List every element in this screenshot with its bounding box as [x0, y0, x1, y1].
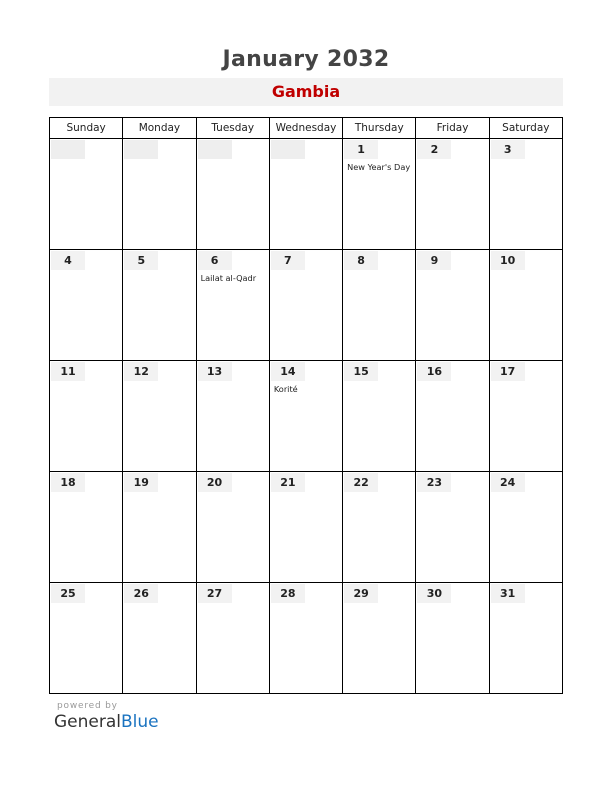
week-row	[50, 250, 563, 361]
empty-day-cell	[50, 139, 123, 250]
calendar-table	[49, 117, 563, 694]
generalblue-logo[interactable]	[54, 712, 159, 732]
empty-day-marker	[271, 140, 305, 159]
weekday-monday: Monday	[123, 118, 196, 139]
day-cell-15[interactable]	[343, 361, 416, 472]
day-number: 20	[198, 473, 232, 492]
weekday-saturday: Saturday	[489, 118, 562, 139]
empty-day-marker	[51, 140, 85, 159]
day-number: 15	[344, 362, 378, 381]
day-cell-6[interactable]	[196, 250, 269, 361]
day-number: 4	[51, 251, 85, 270]
day-cell-7[interactable]	[269, 250, 342, 361]
day-cell-23[interactable]	[416, 472, 489, 583]
day-cell-4[interactable]	[50, 250, 123, 361]
empty-day-cell	[196, 139, 269, 250]
day-cell-8[interactable]	[343, 250, 416, 361]
day-cell-12[interactable]	[123, 361, 196, 472]
day-number: 22	[344, 473, 378, 492]
empty-day-marker	[124, 140, 158, 159]
day-number: 12	[124, 362, 158, 381]
holiday-label: Lailat al-Qadr	[200, 273, 257, 283]
day-number: 3	[491, 140, 525, 159]
day-cell-20[interactable]	[196, 472, 269, 583]
day-number: 8	[344, 251, 378, 270]
week-row	[50, 361, 563, 472]
country-banner	[49, 78, 563, 106]
brand-blue-text: Blue	[121, 712, 159, 732]
day-cell-5[interactable]	[123, 250, 196, 361]
day-cell-22[interactable]	[343, 472, 416, 583]
weekday-tuesday: Tuesday	[196, 118, 269, 139]
day-cell-29[interactable]	[343, 583, 416, 694]
day-number: 7	[271, 251, 305, 270]
day-cell-2[interactable]	[416, 139, 489, 250]
empty-day-cell	[269, 139, 342, 250]
day-number: 11	[51, 362, 85, 381]
day-cell-19[interactable]	[123, 472, 196, 583]
day-cell-11[interactable]	[50, 361, 123, 472]
day-cell-21[interactable]	[269, 472, 342, 583]
day-cell-18[interactable]	[50, 472, 123, 583]
weekday-sunday: Sunday	[50, 118, 123, 139]
day-number: 23	[417, 473, 451, 492]
day-number: 26	[124, 584, 158, 603]
day-cell-25[interactable]	[50, 583, 123, 694]
day-cell-14[interactable]	[269, 361, 342, 472]
day-number: 13	[198, 362, 232, 381]
weekday-thursday: Thursday	[343, 118, 416, 139]
day-cell-31[interactable]	[489, 583, 562, 694]
brand-general-text: General	[54, 712, 121, 732]
weekday-friday: Friday	[416, 118, 489, 139]
day-number: 6	[198, 251, 232, 270]
day-number: 17	[491, 362, 525, 381]
week-row	[50, 139, 563, 250]
day-cell-28[interactable]	[269, 583, 342, 694]
day-number: 1	[344, 140, 378, 159]
day-number: 27	[198, 584, 232, 603]
day-cell-10[interactable]	[489, 250, 562, 361]
weekday-wednesday: Wednesday	[269, 118, 342, 139]
holiday-label: New Year's Day	[347, 162, 411, 172]
day-cell-30[interactable]	[416, 583, 489, 694]
day-cell-24[interactable]	[489, 472, 562, 583]
empty-day-cell	[123, 139, 196, 250]
holiday-label: Korité	[273, 384, 298, 394]
day-number: 25	[51, 584, 85, 603]
day-cell-1[interactable]	[343, 139, 416, 250]
day-cell-16[interactable]	[416, 361, 489, 472]
day-cell-17[interactable]	[489, 361, 562, 472]
weekday-header-row	[50, 118, 563, 139]
day-number: 14	[271, 362, 305, 381]
week-row	[50, 583, 563, 694]
day-number: 16	[417, 362, 451, 381]
day-number: 2	[417, 140, 451, 159]
day-number: 19	[124, 473, 158, 492]
day-cell-26[interactable]	[123, 583, 196, 694]
day-number: 24	[491, 473, 525, 492]
day-cell-9[interactable]	[416, 250, 489, 361]
calendar-grid	[49, 117, 563, 697]
day-number: 21	[271, 473, 305, 492]
day-number: 31	[491, 584, 525, 603]
empty-day-marker	[198, 140, 232, 159]
day-number: 30	[417, 584, 451, 603]
day-number: 28	[271, 584, 305, 603]
calendar-body	[50, 139, 563, 694]
day-number: 9	[417, 251, 451, 270]
day-number: 5	[124, 251, 158, 270]
country-name: Gambia	[271, 82, 341, 101]
day-cell-3[interactable]	[489, 139, 562, 250]
day-cell-27[interactable]	[196, 583, 269, 694]
day-number: 29	[344, 584, 378, 603]
week-row	[50, 472, 563, 583]
day-number: 18	[51, 473, 85, 492]
powered-by-label: powered by	[57, 701, 118, 711]
day-cell-13[interactable]	[196, 361, 269, 472]
calendar-title: January 2032	[222, 47, 390, 72]
day-number: 10	[491, 251, 525, 270]
